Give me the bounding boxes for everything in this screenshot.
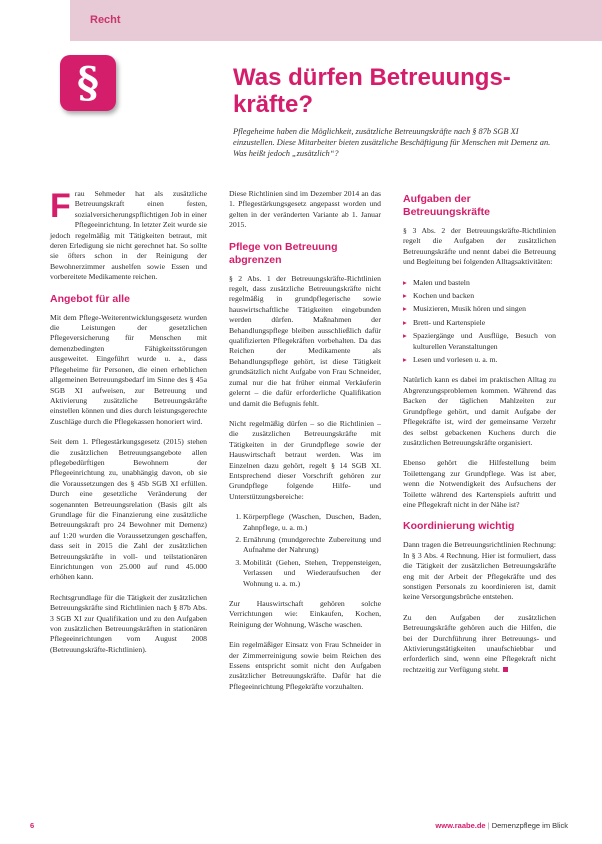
paragraph: Rechtsgrundlage für die Tätigkeit der zusätzlichen Betreuungskräfte sind Richtlinien nach § 87b Abs. 3 SGB XI zur Qualifikation und zu den Aufgaben von zusätzlichen Betreuungskräften in stationären Pflegeeinrichtungen vom August 2008 (Betreuungskräfte-Richtlinien).: [50, 592, 207, 654]
page-number: 6: [30, 821, 35, 830]
list-item: ▸ Spaziergänge und Ausflüge, Besuch von kulturellen Veranstaltungen: [403, 331, 556, 352]
text-column-2: [229, 189, 381, 702]
paragraph-sign-glyph: §: [77, 58, 99, 107]
activities-list: [403, 278, 556, 366]
heading-aufgaben: Aufgaben der Betreuungskräfte: [403, 193, 490, 218]
heading-pflege: Pflege von Betreuung abgrenzen: [229, 240, 338, 266]
publication-name: Demenzpflege im Blick: [491, 821, 568, 830]
article-lead: Pflegeheime haben die Möglichkeit, zusätzliche Betreuungskräfte nach § 87b SGB XI einzustellen. Diese Mitarbeiter bieten zusätzliche Beschäftigung für Menschen mit Demenz an. Was heißt jedoch „zusätzlich“?: [233, 127, 551, 158]
section-header-bar: [70, 0, 602, 41]
publisher-link[interactable]: www.raabe.de: [435, 821, 486, 830]
list-item: 2. Ernährung (mundgerechte Zubereitung und Aufnahme der Nahrung): [243, 535, 381, 556]
paragraph: Ebenso gehört die Hilfestellung beim Toilettengang zur Grundpflege. Was ist aber, wenn die Notwendigkeit des Aufsuchens der Toilette während des Kartenspiels auftritt und eine Pflegekraft nicht in der Nähe ist?: [403, 458, 556, 509]
paragraph-sign-icon: [60, 55, 116, 111]
section-label: Recht: [90, 14, 121, 26]
grundpflege-list: [229, 512, 381, 589]
closing-text: Zu den Aufgaben der zusätzlichen Betreuungskräfte gehören auch die Hilfen, die bei der Durchführung ihrer Betreuungs- und Aktivierungstätigkeiten unaufschiebbar und erforderlich sind, wenn eine Pflegekraft nicht rechtzeitig zur Verfügung steht.: [403, 612, 556, 674]
paragraph: Diese Richtlinien sind im Dezember 2014 an das 1. Pflegestärkungsgesetz angepasst worden und gelten in der veränderten Variante ab 1. Januar 2015.: [229, 189, 381, 230]
paragraph: § 2 Abs. 1 der Betreuungskräfte-Richtlinien regelt, dass zusätzliche Betreuungskräfte nicht regelmäßig in grundpflegerische sowie hauswirtschaftliche Tätigkeiten eingebunden werden dürfen. Maßnahmen der Behandlungspflege bleiben ausschließlich dafür qualifizierten Pflegekräften vorbehalten. Da das Reichen der Medikamente als Behandlungspflege gehört, ist diese Tätigkeit grundsätzlich nicht Aufgabe von Frau Schneider, zumal nur die hat früher einmal Verkäuferin gelernt – die dafür erforderliche Qualifikation und damit die Befugnis fehlt.: [229, 273, 381, 408]
text-column-1: [50, 189, 207, 665]
intro-text: rau Sehmeder hat als zusätzliche Betreuungskraft einen festen, sozialversicherungspflichtigen Job in einer Pflegeeinrichtung. In letzter Zeit wurde sie jedoch regelmäßig mit Tätigkeiten betraut, mit deren Erledigung sie nicht gerechnet hat. So sollte sie öfters schon in der Reinigung der Bewohnerzimmer aushelfen sowie Essen und vorbereitete Medikamente reichen.: [50, 189, 207, 282]
drop-cap: F: [50, 187, 71, 225]
footer-credits: [435, 821, 568, 830]
heading-koordinierung: Koordinierung wichtig: [403, 520, 515, 533]
paragraph: Mit dem Pflege-Weiterentwicklungsgesetz wurden die Leistungen der gesetzlichen Pflegeversicherung für Menschen mit demenzbedingten Fähigkeitsstörungen ausgeweitet. Eingeführt wurde u. a., dass Pflegeheime für Personen, die einen erheblichen allgemeinen Betreuungsbedarf im Sinne des § 45a SGB XI aufweisen, zur Betreuung und Aktivierung zusätzliche Betreuungskräfte einstellen können und dies durch leistungsgerechte Zuschläge durch die Pflegekassen honoriert wird.: [50, 312, 207, 426]
list-item: 1. Körperpflege (Waschen, Duschen, Baden, Zahnpflege, u. a. m.): [243, 512, 381, 533]
list-item: ▸ Malen und basteln: [403, 278, 556, 288]
paragraph: Zur Hauswirtschaft gehören solche Verrichtungen wie: Einkaufen, Kochen, Reinigung der Wohnung, Wäsche waschen.: [229, 599, 381, 629]
paragraph: Ein regelmäßiger Einsatz von Frau Schneider in der Zimmerreinigung sowie beim Reichen des Essens entspricht somit nicht den Aufgaben zusätzlicher Betreuungskräfte. Dafür hat die Pflegeeinrichtung Pflegekräfte vorzuhalten.: [229, 640, 381, 691]
end-mark-icon: [503, 667, 508, 672]
intro-paragraph: [50, 189, 207, 283]
footer-separator: |: [487, 821, 490, 830]
paragraph: Dann tragen die Betreuungsrichtlinien Rechnung: In § 3 Abs. 4 Rechnung. Hier ist formuliert, dass die Tätigkeit der zusätzlichen Betreuungskräfte eng mit der Arbeit der Pflegekräfte und des sonstigen Personals zu koordinieren ist, damit keine Versorgungsbrüche entstehen.: [403, 540, 556, 602]
paragraph: Nicht regelmäßig dürfen – so die Richtlinien – die zusätzlichen Betreuungskräfte mit Tätigkeiten in der Grundpflege sowie der Hauswirtschaft betraut werden. Was im Einzelnen dazu gehört, regelt § 14 SGB XI. Entsprechend dieser Vorschrift gehören zur Grundpflege folgende Hilfe- und Unterstützungsbereiche:: [229, 418, 381, 501]
article-title: Was dürfen Betreuungs-kräfte?: [233, 64, 511, 118]
list-item: ▸ Lesen und vorlesen u. a. m.: [403, 355, 556, 365]
paragraph: § 3 Abs. 2 der Betreuungskräfte-Richtlinien regelt die Aufgaben der zusätzlichen Betreuungskräfte und nennt dabei die Betreuung und Begleitung bei folgenden Alltagsaktivitäten:: [403, 226, 556, 267]
list-item: ▸ Musizieren, Musik hören und singen: [403, 304, 556, 314]
heading-angebot: Angebot für alle: [50, 292, 130, 305]
paragraph: Seit dem 1. Pflegestärkungsgesetz (2015) stehen die zusätzlichen Betreuungsangebote allen pflegebedürftigen Bewohnern der Pflegeeinrichtung zu, unabhängig davon, ob sie die Voraussetzungen des § 45b SGB XI erfüllen. Durch eine gesetzliche Veränderung der sogenannten Betreuungsrelation (Basis gilt als Grundlage für die Finanzierung eine zusätzliche Betreuungskraft pro 24 Bewohner mit Demenz) auf 1:20 wurden die Voraussetzungen geschaffen, dass seit in 2015 die Zahl der zusätzlichen Betreuungskräfte in voll- und teilstationären Einrichtungen von 25.000 auf rund 45.000 erhöhen kann.: [50, 437, 207, 582]
list-item: ▸ Kochen und backen: [403, 291, 556, 301]
paragraph: Natürlich kann es dabei im praktischen Alltag zu Abgrenzungsproblemen kommen. Während das Backen der täglichen Mahlzeiten zur Grundpflege gehört, und damit Aufgabe der Pflegekräfte ist, wird der gemeinsame Verzehr des selbst gebackenen Kuchens durch die zusätzlichen Betreuungskräfte organisiert.: [403, 375, 556, 447]
closing-paragraph: [403, 613, 556, 675]
page-footer: [0, 821, 602, 833]
text-column-3: [403, 189, 556, 685]
list-item: ▸ Brett- und Kartenspiele: [403, 318, 556, 328]
list-item: 3. Mobilität (Gehen, Stehen, Treppensteigen, Verlassen und Wiederaufsuchen der Wohnung u. a. m.): [243, 558, 381, 589]
